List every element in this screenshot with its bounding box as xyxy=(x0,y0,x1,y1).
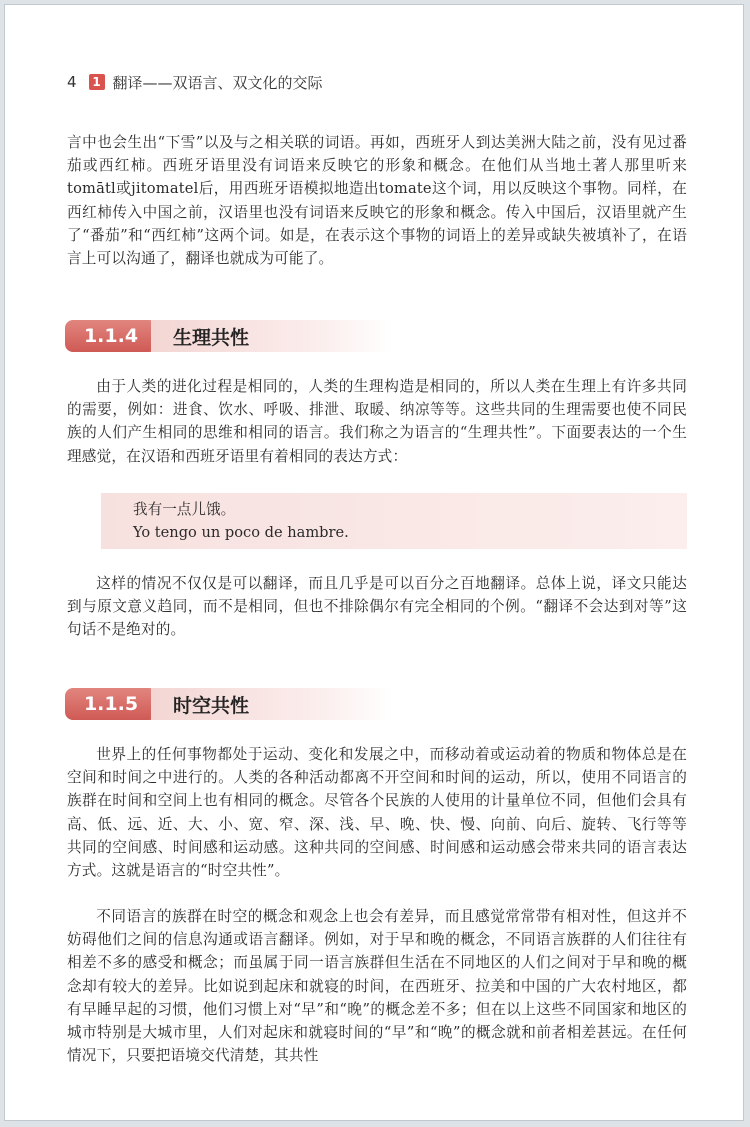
page-number: 4 xyxy=(67,73,77,91)
section-number: 1.1.5 xyxy=(65,688,157,720)
page-header xyxy=(67,69,323,95)
section-1-1-4-paragraph-1: 由于人类的进化过程是相同的，人类的生理构造是相同的，所以人类在生理上有许多共同的需要，例如：进食、饮水、呼吸、排泄、取暖、纳凉等等。这些共同的生理需要也使不同民族的人们产生相同的思维和相同的语言。我们称之为语言的“生理共性”。下面要表达的一个生理感觉，在汉语和西班牙语里有着相同的表达方式： xyxy=(67,378,687,465)
running-title: 翻译——双语言、双文化的交际 xyxy=(112,73,323,92)
section-title: 生理共性 xyxy=(151,320,393,352)
section-heading-1-1-4 xyxy=(65,320,393,352)
intro-paragraph: 言中也会生出“下雪”以及与之相关联的词语。再如，西班牙人到达美洲大陆之前，没有见过番茄或西红柿。西班牙语里没有词语来反映它的形象和概念。在他们从当地土著人那里听来tomātl或jitomatel后，用西班牙语模拟地造出tomate这个词，用以反映这个事物。同样，在西红柿传入中国之前，汉语里也没有词语来反映它的形象和概念。传入中国后，汉语里就产生了“番茄”和“西红柿”这两个词。如是，在表示这个事物的词语上的差异或缺失被填补了，在语言上可以沟通了，翻译也就成为可能了。 xyxy=(67,134,687,268)
section-1-1-5-paragraph-1: 世界上的任何事物都处于运动、变化和发展之中，而移动着或运动着的物质和物体总是在空间和时间之中进行的。人类的各种活动都离不开空间和时间的运动，所以，使用不同语言的族群在时间和空间上也有相同的概念。尽管各个民族的人使用的计量单位不同，但他们会具有高、低、远、近、大、小、宽、窄、深、浅、早、晚、快、慢、向前、向后、旋转、飞行等等共同的空间感、时间感和运动感。这种共同的空间感、时间感和运动感会带来共同的语言表达方式。这就是语言的“时空共性”。 xyxy=(67,746,687,880)
example-spanish: Yo tengo un poco de hambre. xyxy=(133,524,349,541)
section-title: 时空共性 xyxy=(151,688,393,720)
chapter-badge: 1 xyxy=(89,74,105,90)
section-1-1-4-paragraph-2: 这样的情况不仅仅是可以翻译，而且几乎是可以百分之百地翻译。总体上说，译文只能达到与原文意义趋同，而不是相同，但也不排除偶尔有完全相同的个例。“翻译不会达到对等”这句话不是绝对的。 xyxy=(67,575,687,639)
example-box xyxy=(101,493,687,549)
example-chinese: 我有一点儿饿。 xyxy=(133,501,236,518)
section-heading-1-1-5 xyxy=(65,688,393,720)
section-number: 1.1.4 xyxy=(65,320,157,352)
section-1-1-5-paragraph-2: 不同语言的族群在时空的概念和观念上也会有差异，而且感觉常常带有相对性，但这并不妨碍他们之间的信息沟通或语言翻译。例如，对于早和晚的概念，不同语言族群的人们往往有相差不多的感受和概念；而虽属于同一语言族群但生活在不同地区的人们之间对于早和晚的概念却有较大的差异。比如说到起床和就寝的时间，在西班牙、拉美和中国的广大农村地区，都有早睡早起的习惯，他们习惯上对“早”和“晚”的概念差不多；但在以上这些不同国家和地区的城市特别是大城市里，人们对起床和就寝时间的“早”和“晚”的概念就和前者相差甚远。在任何情况下，只要把语境交代清楚，其共性 xyxy=(67,908,687,1065)
book-page xyxy=(4,4,744,1121)
